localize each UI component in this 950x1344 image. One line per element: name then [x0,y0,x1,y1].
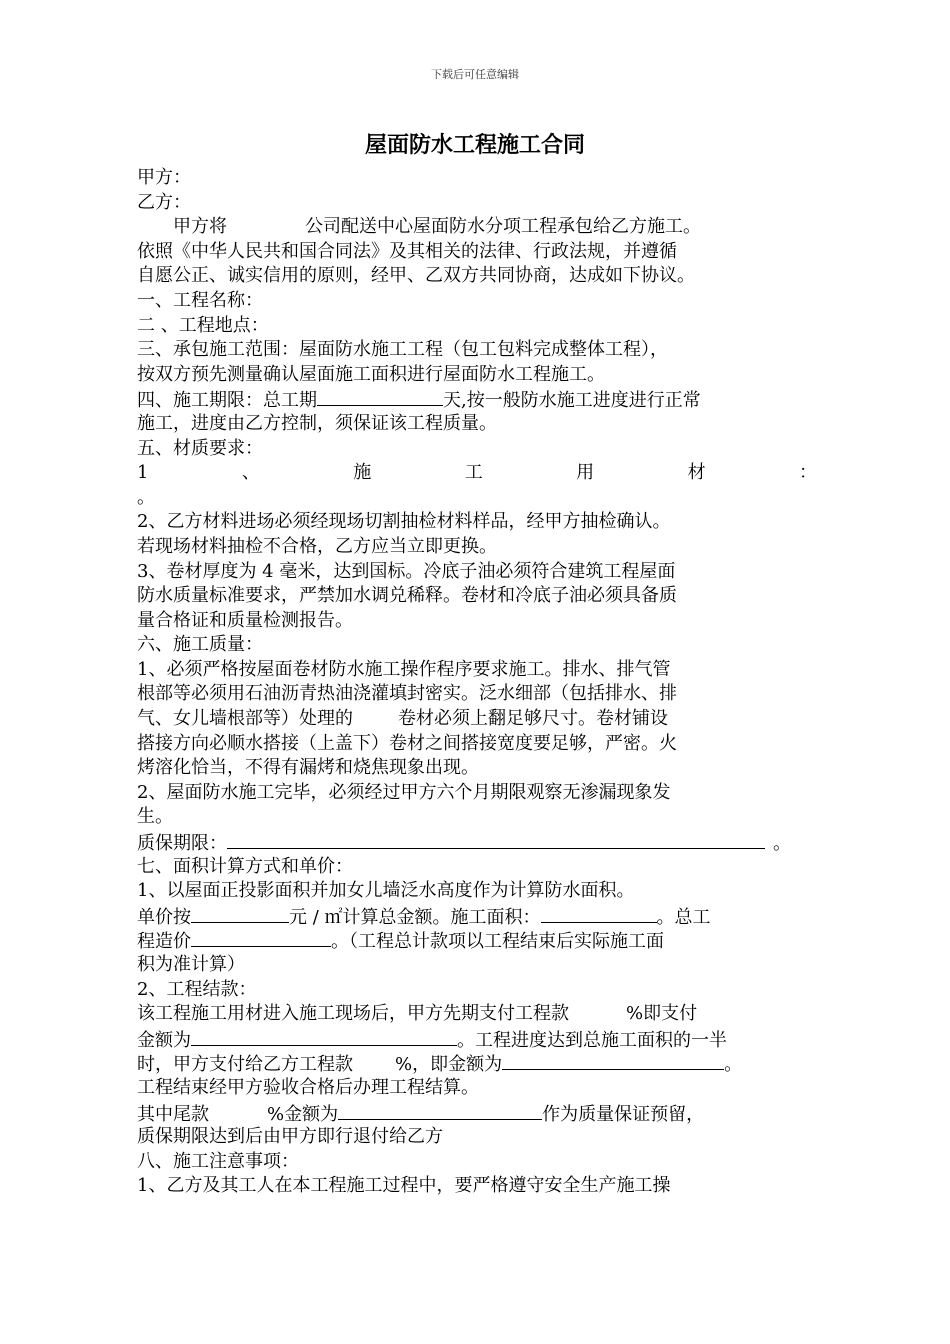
spread-char: 施 [353,462,372,484]
paragraph-line: 积为准计算） [137,954,245,975]
payment-amount-blank[interactable] [502,1051,724,1070]
paragraph-line: 按双方预先测量确认屋面施工面积进行屋面防水工程施工。 [137,363,605,385]
materials-item-2: 2、乙方材料进场必须经现场切割抽检材料样品，经甲方抽检确认。 [137,511,671,533]
paragraph-line: 质保期限达到后由甲方即行退付给乙方 [137,1126,443,1148]
text-span: 该工程施工用材进入施工现场后，甲方先期支付工程款 [137,1003,569,1025]
paragraph-line: 防水质量标准要求，严禁加水调兑稀释。卷材和冷底子油必须具备质 [137,585,677,607]
retention-line [137,1101,817,1126]
text-span: %，即金额为 [395,1054,503,1076]
paragraph-line: 烤溶化恰当，不得有漏烤和烧焦现象出现。 [137,757,479,779]
paragraph-line: 依照《中华人民共和国合同法》及其相关的法律、行政法规，并遵循 [137,240,677,262]
text-span: 。总工 [656,906,711,928]
warranty-blank[interactable] [227,830,765,849]
text-span: 单价按 [137,906,191,928]
header-note: 下载后可任意编辑 [431,68,519,81]
spread-char: 工 [464,462,483,484]
quality-item-2: 2、屋面防水施工完毕，必须经过甲方六个月期限观察无渗漏现象发 [137,781,671,803]
area-blank[interactable] [541,904,657,923]
total-cost-blank[interactable] [191,928,331,947]
paragraph-line: 自愿公正、诚实信用的原则，经甲、乙双方共同协商，达成如下协议。 [137,265,695,287]
text-span: 。（工程总计款项以工程结束后实际施工面 [331,931,664,953]
section-duration [137,387,817,412]
intro-line [137,215,817,240]
intro-text-b: 公司配送中心屋面防水分项工程承包给乙方施工。 [305,216,701,238]
party-b-line: 乙方： [137,191,191,213]
paragraph-line: 若现场材料抽检不合格，乙方应当立即更换。 [137,535,497,557]
section-project-name: 一、工程名称： [137,289,263,311]
section-scope: 三、承包施工范围：屋面防水施工工程（包工包料完成整体工程）， [137,339,668,361]
materials-item-3: 3、卷材厚度为 4 毫米，达到国标。冷底子油必须符合建筑工程屋面 [137,560,676,582]
payment-amount-blank[interactable] [191,1027,457,1046]
spread-char: 用 [576,462,595,484]
text-span: 程造价 [137,931,191,953]
section-materials: 五、材质要求： [137,437,263,459]
area-item-1: 1、以屋面正投影面积并加女儿墙泛水高度作为计算防水面积。 [137,880,635,902]
warranty-line [137,830,817,855]
text-span: 卷材必须上翻足够尺寸。卷材铺设 [398,708,668,730]
duration-blank[interactable] [317,387,443,406]
spread-char: 材 [687,462,706,484]
paragraph-line: 生。 [137,806,173,828]
quality-item-1: 1、必须严格按屋面卷材防水施工操作程序要求施工。排水、排气管 [137,658,671,680]
section-area-pricing: 七、面积计算方式和单价： [137,855,353,877]
spread-char: ： [798,462,817,484]
payment-line [137,1002,817,1027]
paragraph-line: 工程结束经甲方验收合格后办理工程结算。 [137,1076,479,1098]
paragraph-line: 施工，进度由乙方控制，须保证该工程质量。 [137,412,497,434]
retention-amount-blank[interactable] [338,1101,542,1120]
payment-line [137,1051,817,1076]
text-span: 。工程进度达到总施工面积的一半 [457,1029,727,1051]
text-span: %即支付 [626,1003,698,1025]
payment-item-2: 2、工程结款： [137,978,257,1000]
text-span: 作为质量保证预留， [542,1103,705,1125]
intro-text-a: 甲方将 [173,216,227,238]
duration-label: 四、施工期限：总工期 [137,390,317,412]
text-span: 。 [773,833,791,855]
text-span: 其中尾款 [137,1103,209,1125]
section-notes: 八、施工注意事项： [137,1150,299,1172]
contract-body [137,166,817,1199]
text-span: 金额为 [137,1029,191,1051]
spread-char: 、 [241,462,260,484]
notes-item-1: 1、乙方及其工人在本工程施工过程中，要严格遵守安全生产施工操 [137,1175,671,1197]
text-span: %金额为 [267,1103,339,1125]
paragraph-line: 。 [137,486,155,508]
paragraph-line [137,707,817,732]
party-a-line: 甲方： [137,167,191,188]
text-span: 。 [724,1054,743,1076]
total-cost-line [137,928,817,953]
text-span: 时，甲方支付给乙方工程款 [137,1054,353,1076]
paragraph-line: 根部等必须用石油沥青热油浇灌填封密实。泛水细部（包括排水、排 [137,683,677,705]
materials-item-1 [137,461,817,486]
contract-title: 屋面防水工程施工合同 [364,133,585,158]
text-span: 气、女儿墙根部等）处理的 [137,708,353,730]
text-span: 元 / ㎡计算总金额。施工面积： [289,906,541,928]
paragraph-line: 量合格证和质量检测报告。 [137,609,353,631]
paragraph-line: 搭接方向必顺水搭接（上盖下）卷材之间搭接宽度要足够，严密。火 [137,732,677,754]
section-project-location: 二 、工程地点： [137,314,269,336]
unit-price-line [137,904,817,929]
warranty-label: 质保期限： [137,833,227,855]
section-quality: 六、施工质量： [137,634,263,656]
payment-line [137,1027,817,1052]
duration-text: 天,按一般防水施工进度进行正常 [443,390,701,412]
unit-price-blank[interactable] [191,904,289,923]
spread-char: 1 [137,462,149,484]
